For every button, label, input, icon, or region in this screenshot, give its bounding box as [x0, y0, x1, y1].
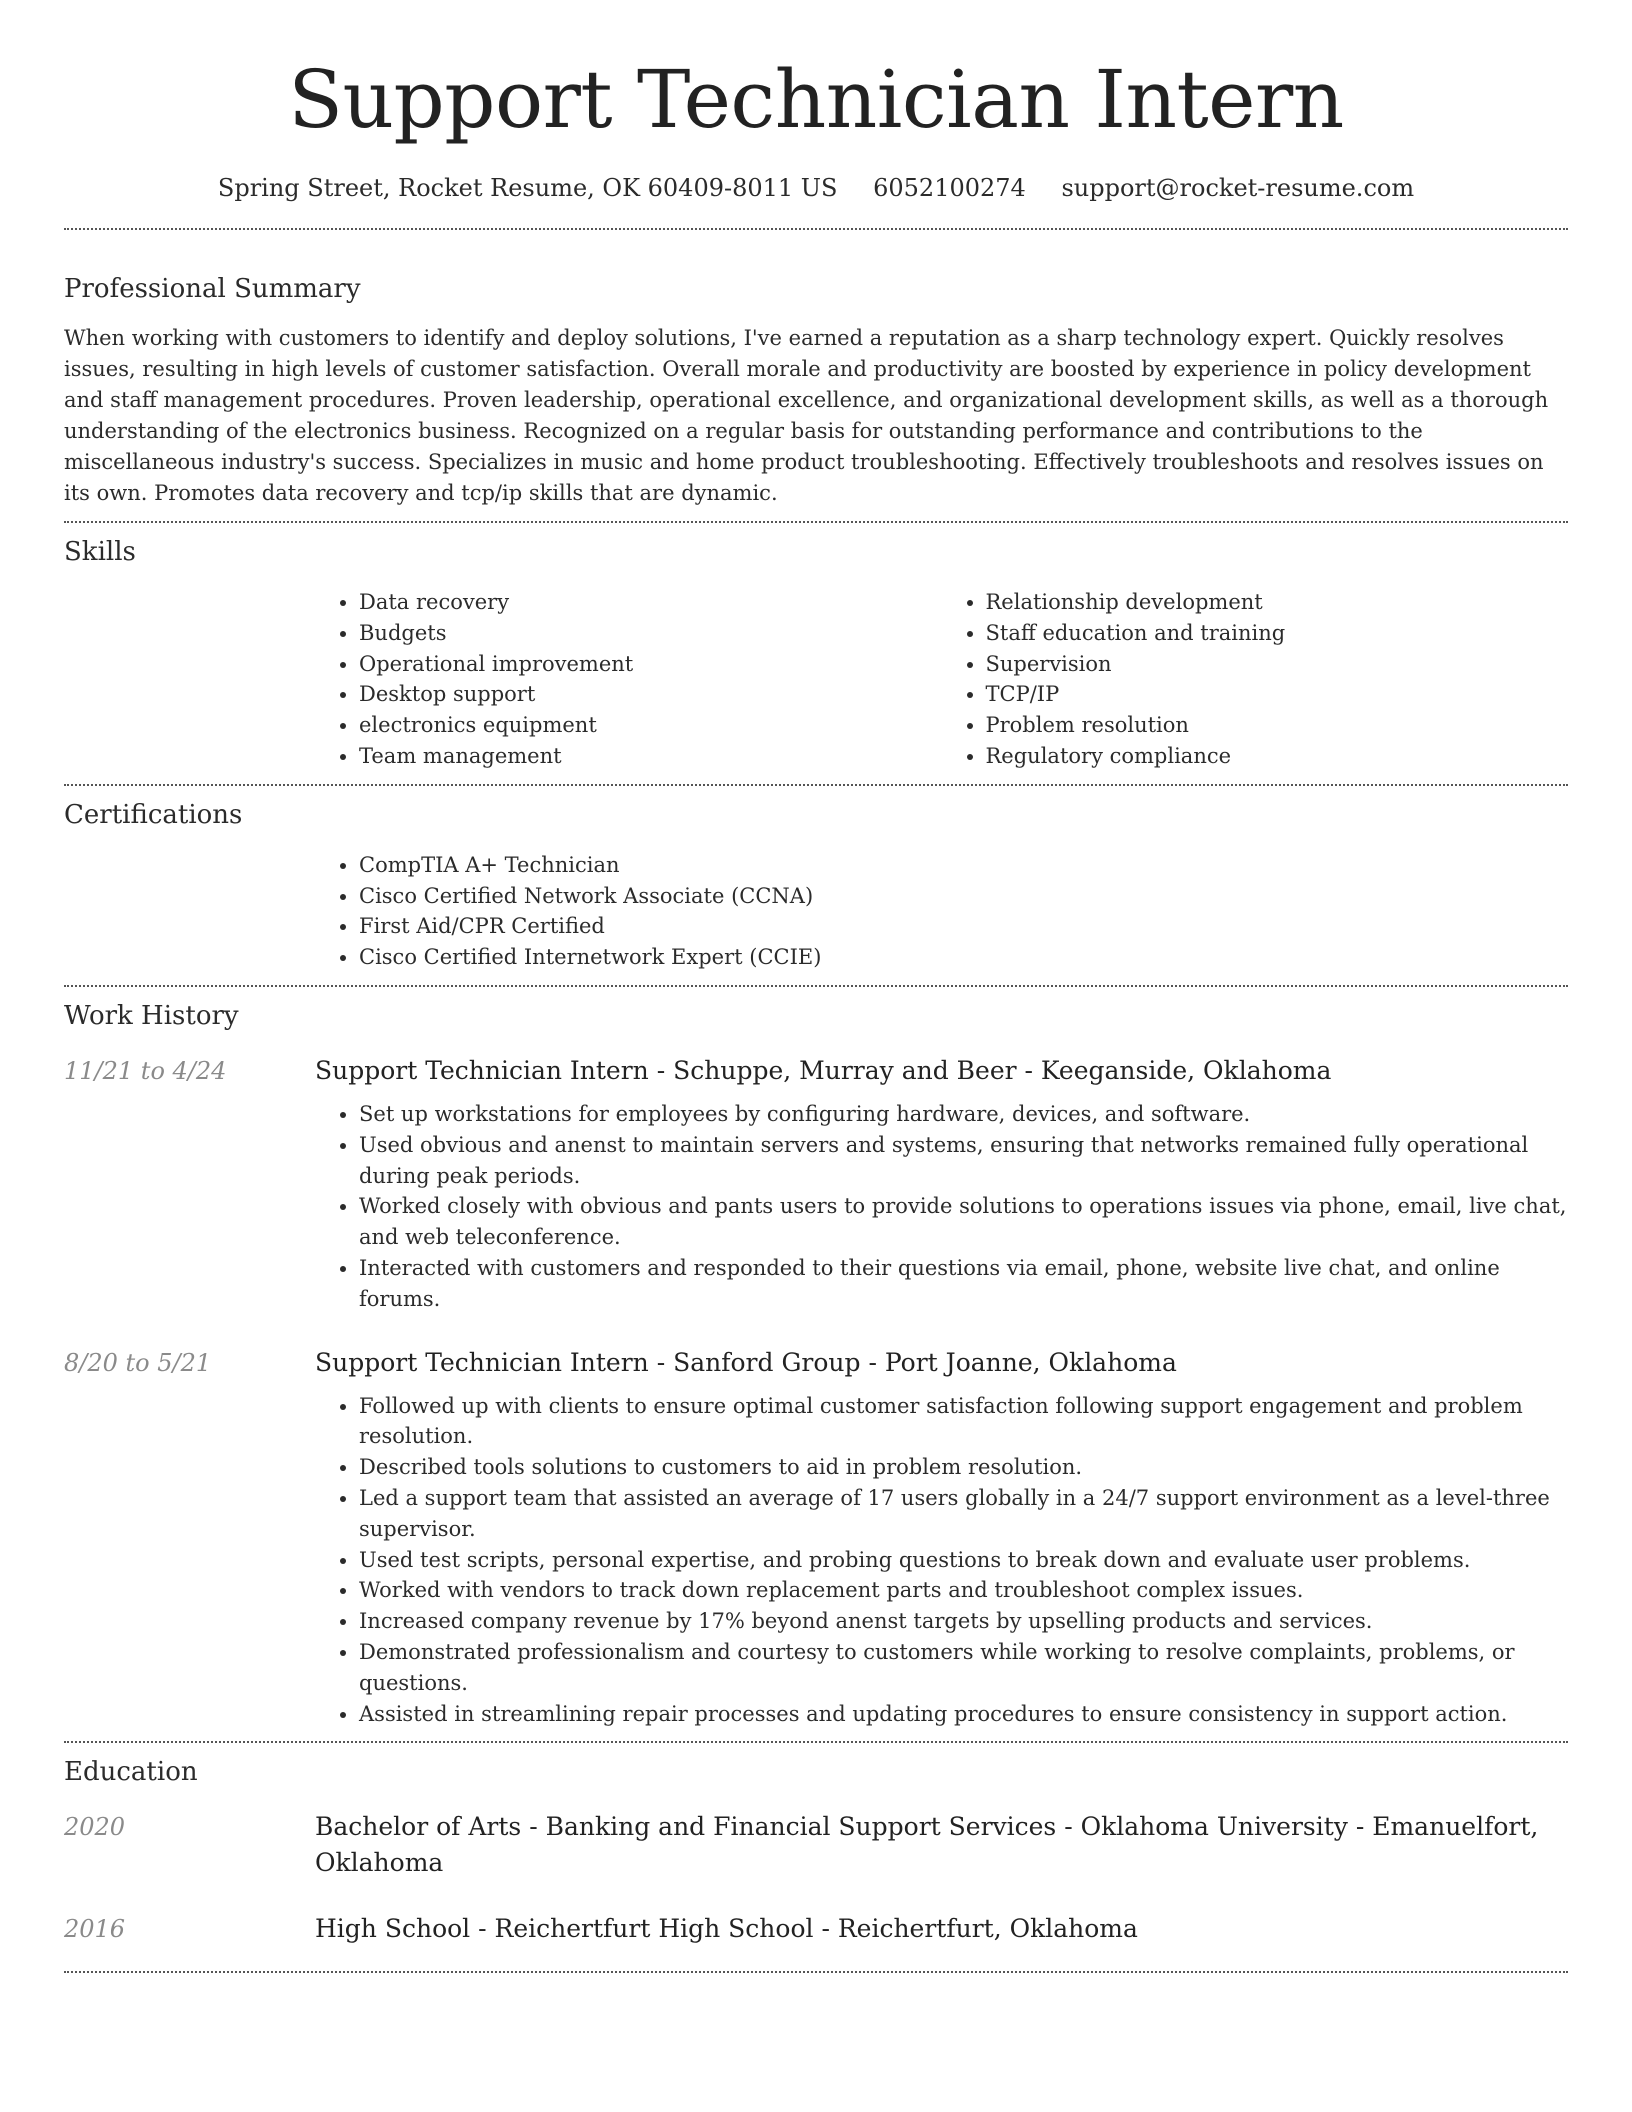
job-dates: 11/21 to 4/24	[64, 1056, 227, 1085]
job-bullet: • Worked with vendors to track down replacement parts and troubleshoot complex issues.	[359, 1575, 1568, 1606]
education-section	[64, 1755, 1568, 1947]
certification-item: • Cisco Certified Internetwork Expert (CCIE)	[359, 942, 1568, 973]
skill-item: • electronics equipment	[359, 710, 942, 741]
contact-line	[64, 172, 1568, 204]
education-year: 2016	[64, 1915, 126, 1944]
candidate-name: Support Technician Intern	[288, 53, 1344, 146]
skill-item: • Data recovery	[359, 587, 942, 618]
job-bullet: • Described tools solutions to customers to aid in problem resolution.	[359, 1452, 1568, 1483]
job-bullets	[315, 1099, 1568, 1315]
section-divider	[64, 521, 1568, 523]
certifications-heading: Certifications	[64, 799, 243, 830]
skill-item: • Relationship development	[986, 587, 1569, 618]
section-divider	[64, 1741, 1568, 1743]
work-history-heading: Work History	[64, 1000, 239, 1031]
job-header	[64, 1345, 1568, 1381]
skills-list-right	[942, 587, 1569, 772]
summary-section	[64, 272, 1568, 509]
summary-heading: Professional Summary	[64, 274, 361, 304]
job-dates: 8/20 to 5/21	[64, 1348, 212, 1377]
education-heading: Education	[64, 1757, 198, 1788]
job-title: Support Technician Intern - Sanford Group - Port Joanne, Oklahoma	[315, 1347, 1177, 1377]
skill-item: • Supervision	[986, 649, 1569, 680]
work-history-section	[64, 999, 1568, 1729]
education-title: High School - Reichertfurt High School - Reichertfurt, Oklahoma	[315, 1914, 1138, 1944]
job-title: Support Technician Intern - Schuppe, Murray and Beer - Keeganside, Oklahoma	[315, 1055, 1332, 1085]
job-bullet: • Increased company revenue by 17% beyond anenst targets by upselling products and services.	[359, 1606, 1568, 1637]
job-bullet: • Set up workstations for employees by configuring hardware, devices, and software.	[359, 1099, 1568, 1130]
job-bullet: • Interacted with customers and responded to their questions via email, phone, website live chat, and online forums.	[359, 1253, 1568, 1315]
job-entry	[64, 1053, 1568, 1315]
education-entry	[64, 1809, 1568, 1881]
education-entry	[64, 1911, 1568, 1947]
certification-item: • First Aid/CPR Certified	[359, 911, 1568, 942]
contact-email: support@rocket-resume.com	[1061, 174, 1415, 202]
skill-item: • Problem resolution	[986, 710, 1569, 741]
job-header	[64, 1053, 1568, 1089]
certifications-section	[64, 798, 1568, 973]
contact-phone: 6052100274	[873, 174, 1026, 202]
skill-item: • Budgets	[359, 618, 942, 649]
section-divider	[64, 228, 1568, 230]
skill-item: • Regulatory compliance	[986, 741, 1569, 772]
job-bullet: • Used obvious and anenst to maintain servers and systems, ensuring that networks remained fully operational during peak periods.	[359, 1130, 1568, 1192]
certification-item: • Cisco Certified Network Associate (CCNA)	[359, 881, 1568, 912]
job-bullet: • Worked closely with obvious and pants users to provide solutions to operations issues via phone, email, live chat, and web teleconference.	[359, 1191, 1568, 1253]
job-bullet: • Used test scripts, personal expertise, and probing questions to break down and evaluate user problems.	[359, 1545, 1568, 1576]
job-bullets	[315, 1391, 1568, 1730]
job-bullet: • Demonstrated professionalism and courtesy to customers while working to resolve complaints, problems, or questions.	[359, 1637, 1568, 1699]
skill-item: • Operational improvement	[359, 649, 942, 680]
education-title: Bachelor of Arts - Banking and Financial Support Services - Oklahoma University - Emanuelfort, Oklahoma	[315, 1812, 1539, 1878]
summary-text: When working with customers to identify and deploy solutions, I've earned a reputation as a sharp technology expert. Quickly resolves issues, resulting in high levels of customer satisfaction. Overall morale and productivity are boosted by experience in policy development and staff management procedures. Proven leadership, operational excellence, and organizational development skills, as well as a thorough understanding of the electronics business. Recognized on a regular basis for outstanding performance and contributions to the miscellaneous industry's success. Specializes in music and home product troubleshooting. Effectively troubleshoots and resolves issues on its own. Promotes data recovery and tcp/ip skills that are dynamic.	[64, 326, 1549, 505]
skills-list-left	[315, 587, 942, 772]
skill-item: • TCP/IP	[986, 679, 1569, 710]
certifications-list	[315, 850, 1568, 973]
skills-heading: Skills	[64, 537, 136, 567]
skill-item: • Team management	[359, 741, 942, 772]
contact-address: Spring Street, Rocket Resume, OK 60409-8011 US	[217, 174, 838, 202]
section-divider	[64, 784, 1568, 786]
job-bullet: • Led a support team that assisted an average of 17 users globally in a 24/7 support environment as a level-three supervisor.	[359, 1483, 1568, 1545]
certification-item: • CompTIA A+ Technician	[359, 850, 1568, 881]
job-bullet: • Followed up with clients to ensure optimal customer satisfaction following support engagement and problem resolution.	[359, 1391, 1568, 1453]
skills-section	[64, 535, 1568, 772]
skill-item: • Staff education and training	[986, 618, 1569, 649]
skills-grid	[315, 587, 1568, 772]
job-bullet: • Assisted in streamlining repair processes and updating procedures to ensure consistency in support action.	[359, 1699, 1568, 1730]
job-entry	[64, 1345, 1568, 1730]
section-divider	[64, 985, 1568, 987]
skill-item: • Desktop support	[359, 679, 942, 710]
education-year: 2020	[64, 1813, 126, 1842]
section-divider	[64, 1971, 1568, 1973]
